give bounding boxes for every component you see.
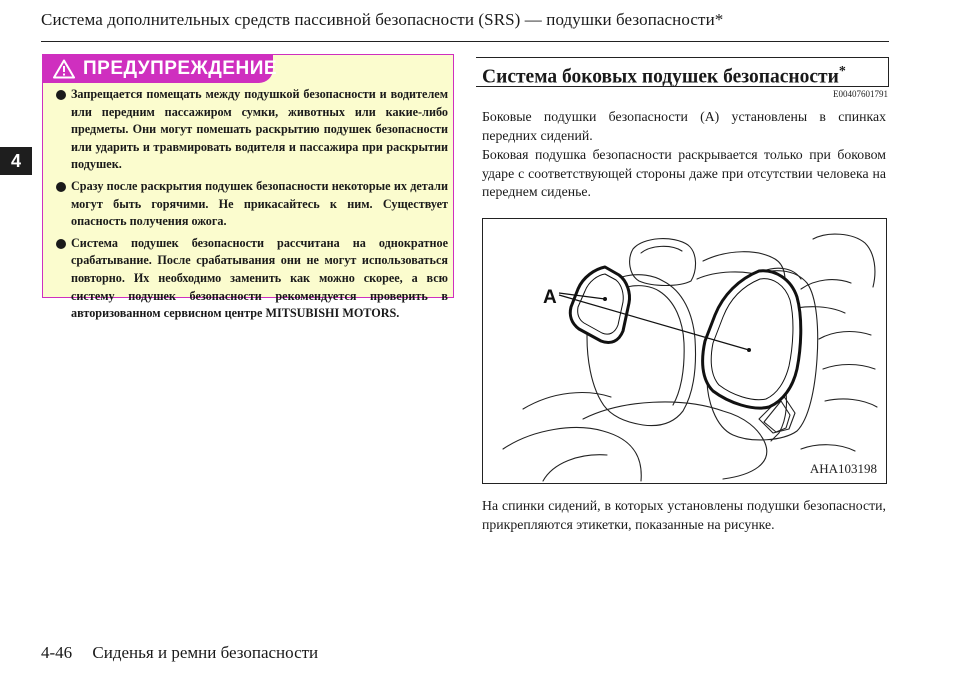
bullet-dot-icon <box>56 182 66 192</box>
section-title-mark: * <box>838 64 846 79</box>
warning-item <box>56 178 448 231</box>
warning-item-text: Система подушек безопасности рассчитана на однократное срабатывание. После срабатывания они не могут использоваться повторно. Их необходимо заменить как можно скорее, а всю систему подушек безопасности рекомендуется проверить в авторизованном сервисном центре MITSUBISHI MOTORS. <box>71 235 448 321</box>
paragraph: На спинки сидений, в которых установлены подушки безопасности, прикрепляются этикетки, показанные на рисунке. <box>482 498 886 532</box>
side-airbag-figure <box>482 218 887 484</box>
warning-item <box>56 86 448 174</box>
warning-item-text: Запрещается помещать между подушкой безопасности и водителем или передним пассажиром сумки, животных или какие-либо предметы. Они могут помешать раскрытию подушек безопасности или ударить и травмировать водителя и пассажира при раскрытии подушек. <box>71 87 448 172</box>
bullet-dot-icon <box>56 239 66 249</box>
page-header-title: Система дополнительных средств пассивной безопасности (SRS) — подушки безопасности* <box>41 10 724 29</box>
warning-header <box>43 55 278 83</box>
warning-list <box>56 86 448 327</box>
seat-illustration <box>483 219 886 483</box>
paragraph: Боковые подушки безопасности (A) установлены в спинках передних сидений. <box>482 109 886 143</box>
footer-chapter: Сиденья и ремни безопасности <box>92 643 319 662</box>
warning-label: ПРЕДУПРЕЖДЕНИЕ <box>83 58 278 79</box>
bullet-dot-icon <box>56 90 66 100</box>
figure-label-a: A <box>543 287 557 308</box>
section-code: E00407601791 <box>833 89 888 99</box>
paragraph: Боковая подушка безопасности раскрывается только при боковом ударе с соответствующей стороны даже при отсутствии человека на переднем сиденье. <box>482 147 886 200</box>
page-number: 4-46 <box>41 643 73 662</box>
section-title-text: Система боковых подушек безопасности <box>482 66 839 88</box>
section-title <box>476 57 889 87</box>
page-footer <box>41 643 318 663</box>
warning-item-text: Сразу после раскрытия подушек безопасности некоторые их детали могут быть горячими. Не прикасайтесь к ним. Существует опасность получения ожога. <box>71 178 448 229</box>
warning-item <box>56 235 448 323</box>
chapter-tab: 4 <box>0 147 32 175</box>
figure-code: AHA103198 <box>809 461 877 476</box>
warning-box <box>42 54 454 321</box>
header-rule <box>41 41 889 42</box>
warning-triangle-icon <box>53 59 75 79</box>
